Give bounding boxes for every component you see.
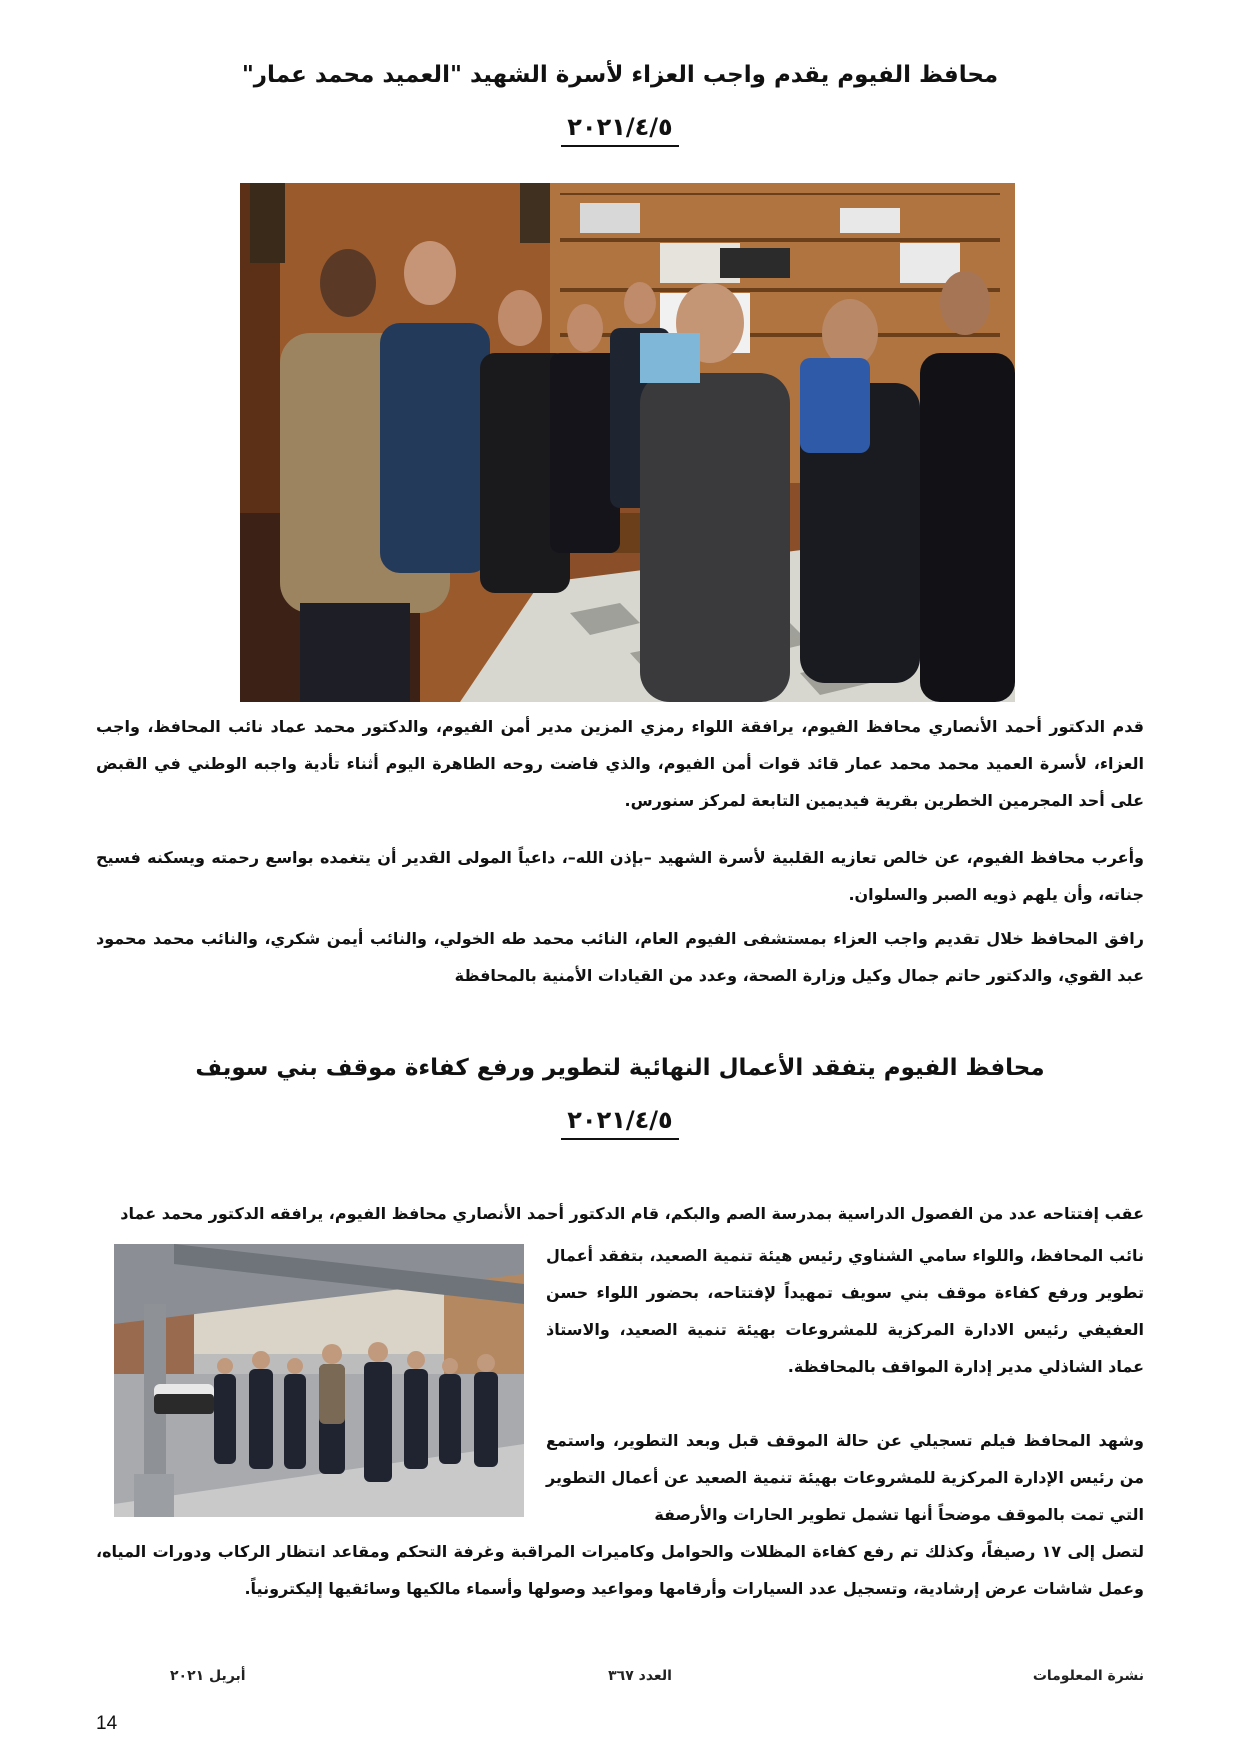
article1-title: محافظ الفيوم يقدم واجب العزاء لأسرة الشهيد "العميد محمد عمار" — [241, 62, 999, 88]
article2-date: ٢٠٢١/٤/٥ — [0, 1106, 1240, 1140]
article2-paragraph-bottom: لتصل إلى ١٧ رصيفاً، وكذلك تم رفع كفاءة المظلات والحوامل وكاميرات المراقبة وغرفة التحكم ومقاعد انتظار الركاب ودورات المياه، وعمل شاشات عرض إرشادية، وتسجيل عدد السيارات وأرقامها ومواعيد وصولها وأسماء مالكيها وسائقيها إليكترونياً. — [96, 1542, 1145, 1598]
article2-paragraph-top: عقب إفتتاحه عدد من الفصول الدراسية بمدرسة الصم والبكم، قام الدكتور أحمد الأنصاري محافظ الفيوم، يرافقه الدكتور محمد عماد — [120, 1204, 1144, 1223]
article1-paragraph-3: رافق المحافظ خلال تقديم واجب العزاء بمستشفى الفيوم العام، النائب محمد طه الخولي، والنائب أيمن شكري، والنائب محمد محمود عبد القوي، والدكتور حاتم جمال وكيل وزارة الصحة، وعدد من القيادات الأمنية بالمحافظة — [96, 929, 1144, 985]
footer-issue: العدد ٣٦٧ — [608, 1668, 672, 1684]
footer-publication: نشرة المعلومات — [1032, 1668, 1144, 1684]
article1-date: ٢٠٢١/٤/٥ — [0, 113, 1240, 147]
footer-month: أبريل ٢٠٢١ — [170, 1668, 246, 1684]
article2-paragraph-side-2: وشهد المحافظ فيلم تسجيلي عن حالة الموقف قبل وبعد التطوير، واستمع من رئيس الإدارة المركزية للمشروعات بهيئة تنمية الصعيد عن أعمال التطوير التي تمت بالموقف موضحاً أنها تشمل تطوير الحارات والأرصفة — [546, 1431, 1144, 1524]
page-number: 14 — [96, 1713, 118, 1734]
article1-paragraph-2: وأعرب محافظ الفيوم، عن خالص تعازيه القلبية لأسرة الشهيد –بإذن الله–، داعياً المولى القدير أن يتغمده بواسع رحمته ويسكنه فسيح جناته، وأن يلهم ذويه الصبر والسلوان. — [96, 848, 1144, 904]
article2-paragraph-side: نائب المحافظ، واللواء سامي الشناوي رئيس هيئة تنمية الصعيد، بتفقد أعمال تطوير ورفع كفاءة موقف بني سويف تمهيداً لإفتتاحه، بحضور اللواء حسن العفيفي رئيس الادارة المركزية للمشروعات بهيئة تنمية الصعيد، والاستاذ عماد الشاذلي مدير إدارة المواقف بالمحافظة. — [546, 1246, 1144, 1376]
article1-paragraph-1: قدم الدكتور أحمد الأنصاري محافظ الفيوم، يرافقة اللواء رمزي المزين مدير أمن الفيوم، والدكتور محمد عماد نائب المحافظ، واجب العزاء، لأسرة العميد محمد محمد عمار قائد قوات أمن الفيوم، والذي فاضت روحه الطاهرة اليوم أثناء تأدية واجبه الوطني في القبض على أحد المجرمين الخطرين بقرية فيديمين التابعة لمركز سنورس. — [96, 717, 1144, 810]
article2-title: محافظ الفيوم يتفقد الأعمال النهائية لتطوير ورفع كفاءة موقف بني سويف — [195, 1055, 1045, 1081]
article1-photo — [240, 183, 1015, 702]
article2-photo — [114, 1244, 524, 1517]
